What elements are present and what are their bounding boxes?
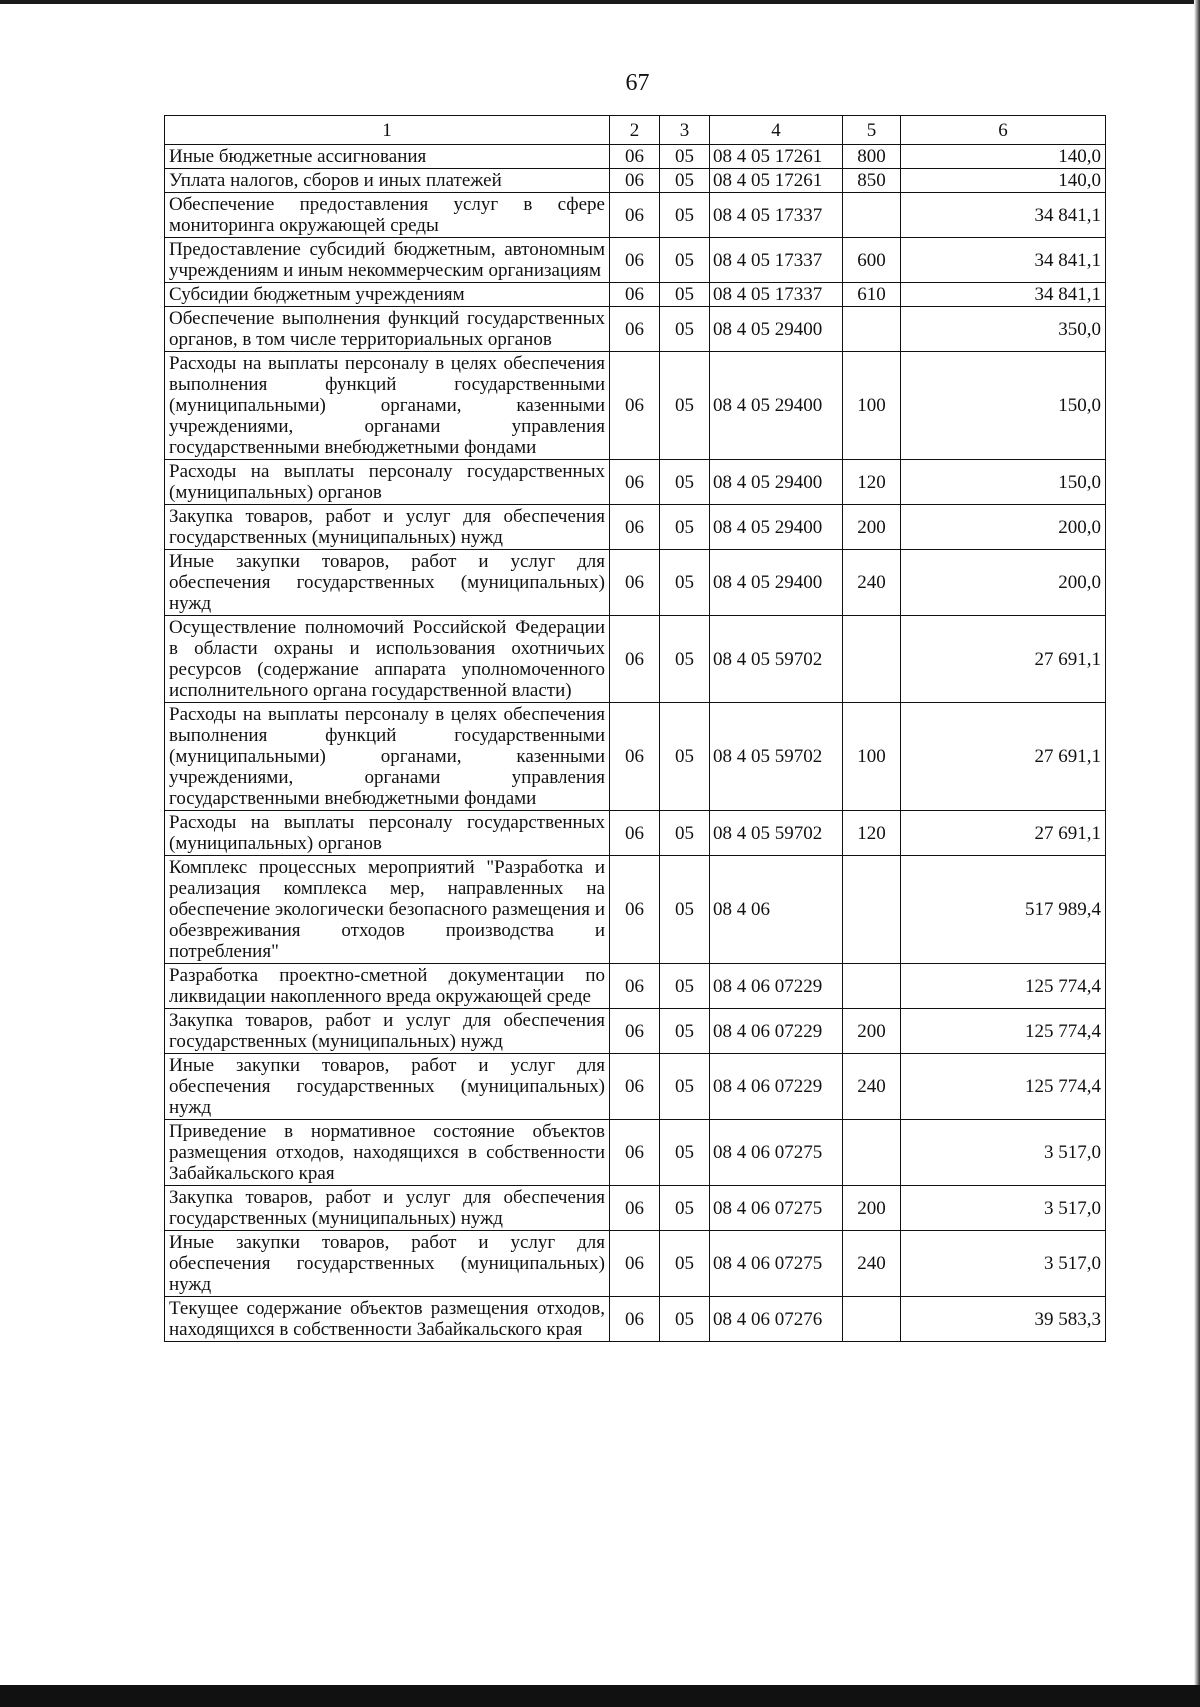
column-header-4: 4 [710, 116, 843, 145]
row-amount: 200,0 [901, 505, 1106, 550]
row-code: 08 4 05 17337 [710, 283, 843, 307]
table-row [165, 505, 1106, 550]
row-code: 08 4 06 07276 [710, 1297, 843, 1342]
budget-table [164, 115, 1106, 1342]
row-expense-group: 100 [843, 352, 901, 460]
row-name: Закупка товаров, работ и услуг для обеспечения государственных (муниципальных) нужд [165, 505, 610, 550]
row-code: 08 4 05 17337 [710, 238, 843, 283]
row-amount: 3 517,0 [901, 1120, 1106, 1186]
row-subsection: 05 [660, 856, 710, 964]
row-amount: 517 989,4 [901, 856, 1106, 964]
table-row [165, 1186, 1106, 1231]
table-row [165, 1120, 1106, 1186]
row-code: 08 4 06 07275 [710, 1120, 843, 1186]
row-section: 06 [610, 283, 660, 307]
row-name: Расходы на выплаты персоналу государственных (муниципальных) органов [165, 811, 610, 856]
column-header-1: 1 [165, 116, 610, 145]
column-header-3: 3 [660, 116, 710, 145]
row-expense-group [843, 856, 901, 964]
scan-border-bottom [0, 1685, 1200, 1707]
row-amount: 125 774,4 [901, 1009, 1106, 1054]
table-row [165, 193, 1106, 238]
row-subsection: 05 [660, 283, 710, 307]
row-amount: 125 774,4 [901, 1054, 1106, 1120]
row-subsection: 05 [660, 352, 710, 460]
row-amount: 140,0 [901, 145, 1106, 169]
row-expense-group [843, 616, 901, 703]
table-row [165, 352, 1106, 460]
table-row [165, 307, 1106, 352]
row-section: 06 [610, 1231, 660, 1297]
row-code: 08 4 06 07275 [710, 1186, 843, 1231]
row-name: Расходы на выплаты персоналу в целях обеспечения выполнения функций государственными (муниципальными) органами, казенными учреждениями, органами управления государственными внебюджетными фондами [165, 703, 610, 811]
row-expense-group: 610 [843, 283, 901, 307]
row-name: Приведение в нормативное состояние объектов размещения отходов, находящихся в собственности Забайкальского края [165, 1120, 610, 1186]
row-section: 06 [610, 193, 660, 238]
row-name: Обеспечение предоставления услуг в сфере мониторинга окружающей среды [165, 193, 610, 238]
row-code: 08 4 05 59702 [710, 811, 843, 856]
row-amount: 27 691,1 [901, 811, 1106, 856]
row-expense-group: 200 [843, 505, 901, 550]
row-section: 06 [610, 1054, 660, 1120]
row-amount: 34 841,1 [901, 238, 1106, 283]
row-section: 06 [610, 145, 660, 169]
row-name: Расходы на выплаты персоналу в целях обеспечения выполнения функций государственными (муниципальными) органами, казенными учреждениями, органами управления государственными внебюджетными фондами [165, 352, 610, 460]
row-amount: 200,0 [901, 550, 1106, 616]
row-subsection: 05 [660, 964, 710, 1009]
row-section: 06 [610, 352, 660, 460]
row-code: 08 4 05 17261 [710, 169, 843, 193]
row-subsection: 05 [660, 505, 710, 550]
row-subsection: 05 [660, 1120, 710, 1186]
row-expense-group: 240 [843, 1054, 901, 1120]
scan-border-top [0, 0, 1200, 4]
table-row [165, 1009, 1106, 1054]
row-subsection: 05 [660, 460, 710, 505]
row-section: 06 [610, 856, 660, 964]
row-amount: 140,0 [901, 169, 1106, 193]
table-row [165, 550, 1106, 616]
row-code: 08 4 05 17337 [710, 193, 843, 238]
row-subsection: 05 [660, 703, 710, 811]
row-name: Закупка товаров, работ и услуг для обеспечения государственных (муниципальных) нужд [165, 1186, 610, 1231]
row-name: Иные закупки товаров, работ и услуг для обеспечения государственных (муниципальных) нужд [165, 550, 610, 616]
row-name: Предоставление субсидий бюджетным, автономным учреждениям и иным некоммерческим организациям [165, 238, 610, 283]
row-expense-group: 120 [843, 811, 901, 856]
page-number: 67 [625, 70, 650, 96]
row-subsection: 05 [660, 1297, 710, 1342]
row-code: 08 4 05 59702 [710, 616, 843, 703]
row-name: Комплекс процессных мероприятий "Разработка и реализация комплекса мер, направленных на обеспечение экологически безопасного размещения и обезвреживания отходов производства и потребления" [165, 856, 610, 964]
row-code: 08 4 05 29400 [710, 352, 843, 460]
row-subsection: 05 [660, 1231, 710, 1297]
row-expense-group: 120 [843, 460, 901, 505]
row-section: 06 [610, 1120, 660, 1186]
table-row [165, 283, 1106, 307]
row-expense-group: 240 [843, 550, 901, 616]
column-header-5: 5 [843, 116, 901, 145]
row-amount: 3 517,0 [901, 1231, 1106, 1297]
scan-border-right [1194, 0, 1200, 1707]
row-name: Разработка проектно-сметной документации по ликвидации накопленного вреда окружающей среде [165, 964, 610, 1009]
row-subsection: 05 [660, 307, 710, 352]
row-code: 08 4 05 59702 [710, 703, 843, 811]
row-code: 08 4 06 07229 [710, 964, 843, 1009]
row-expense-group [843, 1120, 901, 1186]
table-row [165, 145, 1106, 169]
row-code: 08 4 06 [710, 856, 843, 964]
row-amount: 3 517,0 [901, 1186, 1106, 1231]
row-expense-group [843, 193, 901, 238]
table-row [165, 238, 1106, 283]
table-row [165, 1297, 1106, 1342]
row-subsection: 05 [660, 1009, 710, 1054]
row-section: 06 [610, 1186, 660, 1231]
row-section: 06 [610, 964, 660, 1009]
table-row [165, 616, 1106, 703]
row-code: 08 4 05 29400 [710, 307, 843, 352]
row-section: 06 [610, 1297, 660, 1342]
row-code: 08 4 05 17261 [710, 145, 843, 169]
table-row [165, 856, 1106, 964]
row-section: 06 [610, 811, 660, 856]
row-amount: 150,0 [901, 352, 1106, 460]
row-name: Обеспечение выполнения функций государственных органов, в том числе территориальных органов [165, 307, 610, 352]
table-row [165, 703, 1106, 811]
row-expense-group: 200 [843, 1009, 901, 1054]
row-expense-group [843, 1297, 901, 1342]
row-amount: 350,0 [901, 307, 1106, 352]
row-name: Субсидии бюджетным учреждениям [165, 283, 610, 307]
row-code: 08 4 05 29400 [710, 505, 843, 550]
row-name: Иные бюджетные ассигнования [165, 145, 610, 169]
row-amount: 34 841,1 [901, 193, 1106, 238]
row-section: 06 [610, 550, 660, 616]
row-name: Осуществление полномочий Российской Федерации в области охраны и использования охотничьих ресурсов (содержание аппарата уполномоченного исполнительного органа государственной власти) [165, 616, 610, 703]
row-expense-group: 200 [843, 1186, 901, 1231]
row-amount: 34 841,1 [901, 283, 1106, 307]
row-name: Расходы на выплаты персоналу государственных (муниципальных) органов [165, 460, 610, 505]
row-name: Иные закупки товаров, работ и услуг для обеспечения государственных (муниципальных) нужд [165, 1231, 610, 1297]
row-section: 06 [610, 703, 660, 811]
row-subsection: 05 [660, 811, 710, 856]
row-name: Иные закупки товаров, работ и услуг для обеспечения государственных (муниципальных) нужд [165, 1054, 610, 1120]
row-expense-group: 600 [843, 238, 901, 283]
row-expense-group: 850 [843, 169, 901, 193]
row-section: 06 [610, 616, 660, 703]
row-subsection: 05 [660, 550, 710, 616]
row-expense-group [843, 964, 901, 1009]
table-row [165, 1054, 1106, 1120]
column-header-2: 2 [610, 116, 660, 145]
table-row [165, 1231, 1106, 1297]
row-amount: 27 691,1 [901, 703, 1106, 811]
row-subsection: 05 [660, 1054, 710, 1120]
row-section: 06 [610, 238, 660, 283]
row-code: 08 4 06 07229 [710, 1009, 843, 1054]
row-expense-group [843, 307, 901, 352]
table-row [165, 460, 1106, 505]
row-expense-group: 100 [843, 703, 901, 811]
row-code: 08 4 06 07229 [710, 1054, 843, 1120]
row-expense-group: 240 [843, 1231, 901, 1297]
row-code: 08 4 05 29400 [710, 460, 843, 505]
row-name: Закупка товаров, работ и услуг для обеспечения государственных (муниципальных) нужд [165, 1009, 610, 1054]
row-section: 06 [610, 460, 660, 505]
row-subsection: 05 [660, 1186, 710, 1231]
row-code: 08 4 06 07275 [710, 1231, 843, 1297]
row-subsection: 05 [660, 193, 710, 238]
row-subsection: 05 [660, 616, 710, 703]
row-subsection: 05 [660, 169, 710, 193]
row-subsection: 05 [660, 145, 710, 169]
row-name: Текущее содержание объектов размещения отходов, находящихся в собственности Забайкальского края [165, 1297, 610, 1342]
table-row [165, 169, 1106, 193]
row-amount: 39 583,3 [901, 1297, 1106, 1342]
row-expense-group: 800 [843, 145, 901, 169]
row-section: 06 [610, 307, 660, 352]
column-header-6: 6 [901, 116, 1106, 145]
row-section: 06 [610, 505, 660, 550]
row-subsection: 05 [660, 238, 710, 283]
row-name: Уплата налогов, сборов и иных платежей [165, 169, 610, 193]
row-amount: 27 691,1 [901, 616, 1106, 703]
table-row [165, 811, 1106, 856]
table-header-row [165, 116, 1106, 145]
table-row [165, 964, 1106, 1009]
row-section: 06 [610, 1009, 660, 1054]
row-amount: 150,0 [901, 460, 1106, 505]
row-code: 08 4 05 29400 [710, 550, 843, 616]
row-section: 06 [610, 169, 660, 193]
row-amount: 125 774,4 [901, 964, 1106, 1009]
